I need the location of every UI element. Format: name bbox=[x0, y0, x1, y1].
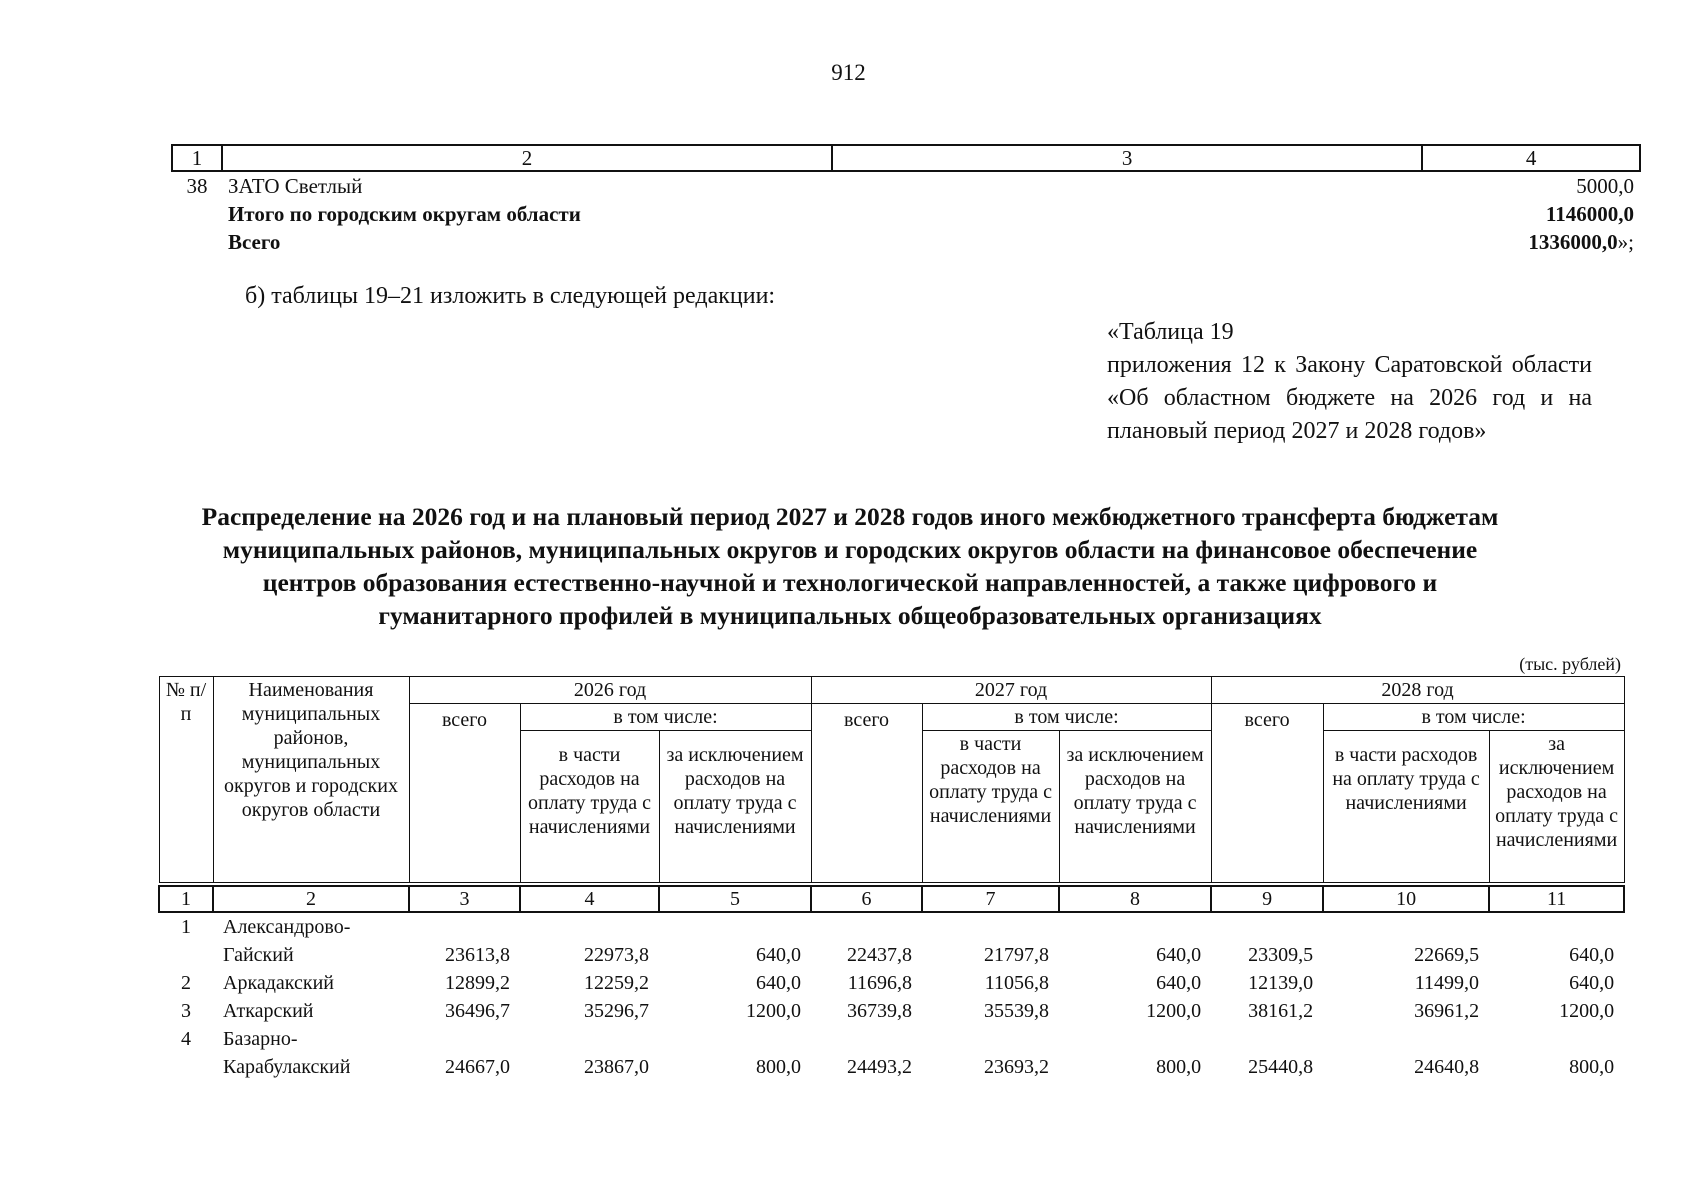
header-cell: 1 bbox=[172, 145, 222, 171]
table-caption: «Таблица 19 bbox=[1107, 319, 1234, 345]
cell-value: 12899,2 bbox=[445, 972, 510, 994]
distribution-table bbox=[158, 676, 1625, 1081]
header-labor-2026: в части расходов на оплату труда с начислениями bbox=[520, 731, 659, 883]
header-year-2026: 2026 год bbox=[409, 677, 811, 704]
header-including-2028: в том числе: bbox=[1323, 704, 1624, 731]
column-number: 2 bbox=[213, 886, 409, 912]
cell-value: 22437,8 bbox=[847, 944, 913, 966]
cell-value: 23613,8 bbox=[445, 944, 510, 966]
cell-value: 1200,0 bbox=[1559, 1000, 1615, 1022]
subtotal-row bbox=[172, 200, 1640, 228]
table-reference-note bbox=[1107, 316, 1592, 448]
cell-value: 23693,2 bbox=[984, 1056, 1050, 1078]
cell-value: 11499,0 bbox=[1414, 972, 1480, 994]
header-cell: 4 bbox=[1422, 145, 1640, 171]
table-row bbox=[159, 997, 1624, 1025]
cell-value: 38161,2 bbox=[1248, 1000, 1314, 1022]
subtotal-label: Итого по городским округам области bbox=[227, 202, 581, 226]
document-title: Распределение на 2026 год и на плановый период 2027 и 2028 годов иного межбюджетного трансферта бюджетам муниципальных районов, муниципальных округов и городских округов области на финансовое обеспечение центров образования естественно-научной и технологической направленностей, а также цифрового и гуманитарного профилей в муниципальных общеобразовательных организациях bbox=[201, 502, 1499, 630]
law-reference: приложения 12 к Закону Саратовской области «Об областном бюджете на 2026 год и на плановый период 2027 и 2028 годов» bbox=[1107, 352, 1592, 444]
header-including-2027: в том числе: bbox=[922, 704, 1211, 731]
column-number: 1 bbox=[159, 886, 213, 912]
cell-value: 800,0 bbox=[1156, 1056, 1202, 1078]
header-total-2028: всего bbox=[1211, 704, 1323, 883]
table-row bbox=[159, 1025, 1624, 1053]
column-number: 6 bbox=[811, 886, 922, 912]
cell-value: 36739,8 bbox=[847, 1000, 913, 1022]
column-number: 5 bbox=[659, 886, 811, 912]
cell-value: 1200,0 bbox=[746, 1000, 802, 1022]
row-number: 4 bbox=[181, 1028, 191, 1050]
header-name: Наименования муниципальных районов, муниципальных округов и городских округов области bbox=[213, 677, 409, 883]
total-value: 1336000,0 bbox=[1528, 230, 1618, 254]
row-name: Аткарский bbox=[223, 1000, 314, 1022]
cell-value: 36961,2 bbox=[1414, 1000, 1480, 1022]
cell-value: 640,0 bbox=[1156, 944, 1202, 966]
column-numbers-row bbox=[159, 886, 1624, 912]
cell-value: 11696,8 bbox=[847, 972, 913, 994]
table-row bbox=[159, 912, 1624, 941]
cell-value: 11056,8 bbox=[984, 972, 1050, 994]
row-value: 5000,0 bbox=[1576, 174, 1634, 198]
header-year-2027: 2027 год bbox=[811, 677, 1211, 704]
cell-value: 24493,2 bbox=[847, 1056, 913, 1078]
header-cell: 2 bbox=[222, 145, 832, 171]
row-name: Аркадакский bbox=[223, 972, 335, 994]
cell-value: 22973,8 bbox=[584, 944, 649, 966]
header-labor-2027: в части расходов на оплату труда с начислениями bbox=[922, 731, 1059, 883]
row-number: 38 bbox=[186, 174, 208, 198]
row-name-cont: Гайский bbox=[223, 944, 294, 966]
cell-value: 800,0 bbox=[1569, 1056, 1615, 1078]
row-number: 1 bbox=[181, 916, 191, 938]
column-number: 7 bbox=[922, 886, 1059, 912]
subtotal-value: 1146000,0 bbox=[1545, 202, 1634, 226]
cell-value: 35539,8 bbox=[984, 1000, 1050, 1022]
cell-value: 25440,8 bbox=[1248, 1056, 1314, 1078]
continuation-table bbox=[171, 144, 1641, 256]
column-number: 10 bbox=[1323, 886, 1489, 912]
cell-value: 640,0 bbox=[756, 972, 802, 994]
cell-value: 1200,0 bbox=[1146, 1000, 1202, 1022]
cell-value: 24667,0 bbox=[445, 1056, 510, 1078]
cell-value: 23309,5 bbox=[1248, 944, 1314, 966]
header-nonlabor-2026: за исключением расходов на оплату труда с начислениями bbox=[659, 731, 811, 883]
row-name: Александрово- bbox=[223, 916, 351, 938]
cell-value: 35296,7 bbox=[584, 1000, 649, 1022]
total-label: Всего bbox=[227, 230, 281, 254]
row-name: ЗАТО Светлый bbox=[227, 174, 363, 198]
header-nonlabor-2027: за исключением расходов на оплату труда с начислениями bbox=[1059, 731, 1211, 883]
column-number: 9 bbox=[1211, 886, 1323, 912]
header-including-2026: в том числе: bbox=[520, 704, 811, 731]
cell-value: 21797,8 bbox=[984, 944, 1050, 966]
header-total-2027: всего bbox=[811, 704, 922, 883]
cell-value: 12259,2 bbox=[584, 972, 649, 994]
page-number: 912 bbox=[831, 60, 866, 85]
row-name: Базарно- bbox=[223, 1028, 298, 1050]
header-labor-2028: в части расходов на оплату труда с начислениями bbox=[1323, 731, 1489, 883]
continuation-table-header bbox=[172, 145, 1640, 171]
table-row bbox=[172, 171, 1640, 200]
cell-value: 12139,0 bbox=[1248, 972, 1314, 994]
cell-value: 22669,5 bbox=[1414, 944, 1480, 966]
column-number: 3 bbox=[409, 886, 520, 912]
row-number: 2 bbox=[181, 972, 191, 994]
cell-value: 24640,8 bbox=[1414, 1056, 1480, 1078]
cell-value: 800,0 bbox=[756, 1056, 802, 1078]
column-number: 4 bbox=[520, 886, 659, 912]
cell-value: 640,0 bbox=[1569, 972, 1615, 994]
total-row bbox=[172, 228, 1640, 256]
units-label: (тыс. рублей) bbox=[1519, 654, 1621, 674]
total-suffix: »; bbox=[1617, 230, 1634, 254]
header-total-2026: всего bbox=[409, 704, 520, 883]
row-number: 3 bbox=[181, 1000, 191, 1022]
cell-value: 640,0 bbox=[756, 944, 802, 966]
column-number: 11 bbox=[1489, 886, 1624, 912]
cell-value: 23867,0 bbox=[584, 1056, 649, 1078]
header-row-years bbox=[159, 677, 1624, 704]
cell-value: 36496,7 bbox=[445, 1000, 510, 1022]
row-name-cont: Карабулакский bbox=[223, 1056, 351, 1078]
table-row-values bbox=[159, 1053, 1624, 1081]
table-row bbox=[159, 969, 1624, 997]
header-cell: 3 bbox=[832, 145, 1422, 171]
cell-value: 640,0 bbox=[1569, 944, 1615, 966]
amendment-paragraph: б) таблицы 19–21 изложить в следующей редакции: bbox=[245, 283, 776, 309]
cell-value: 640,0 bbox=[1156, 972, 1202, 994]
table-row-values bbox=[159, 941, 1624, 969]
header-nonlabor-2028: за исключением расходов на оплату труда с начислениями bbox=[1489, 731, 1624, 883]
header-year-2028: 2028 год bbox=[1211, 677, 1624, 704]
column-number: 8 bbox=[1059, 886, 1211, 912]
header-number: № п/п bbox=[159, 677, 213, 883]
